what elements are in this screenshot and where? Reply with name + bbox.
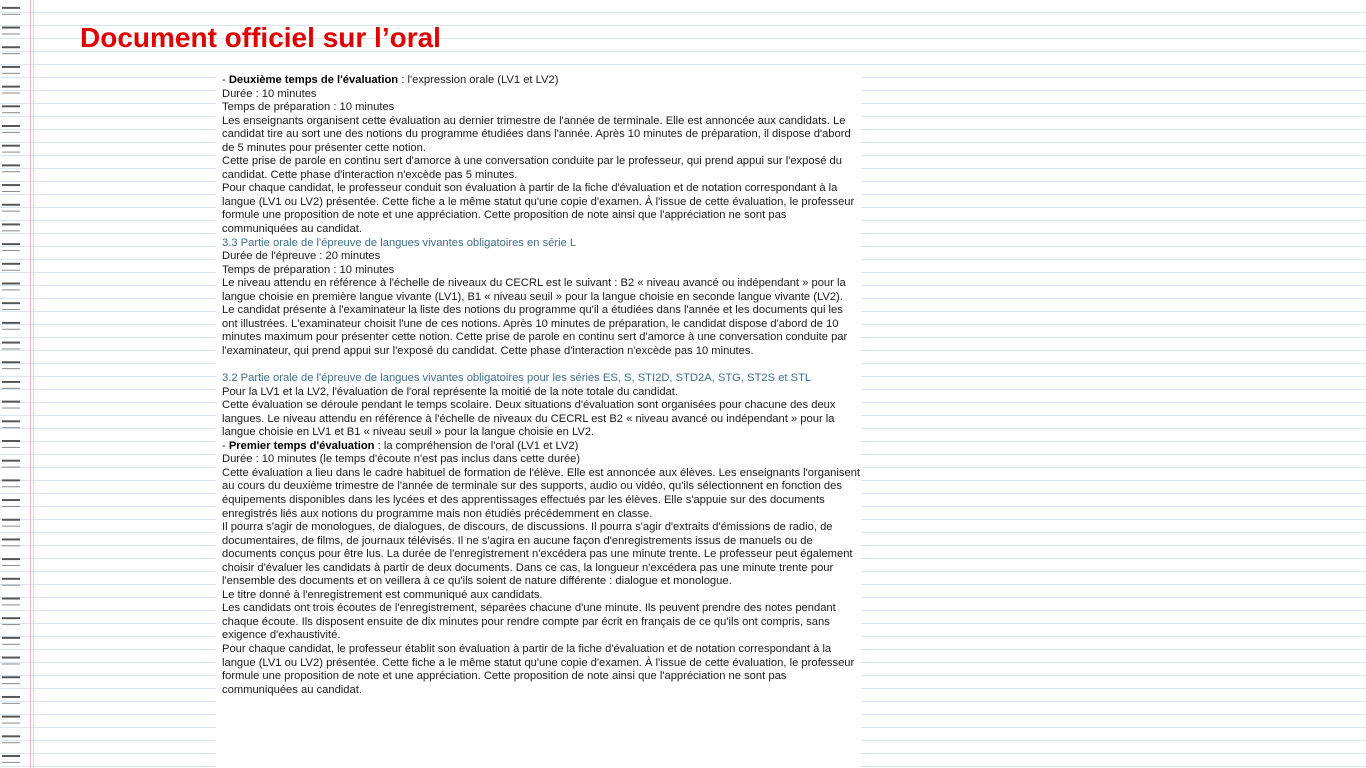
spacer <box>222 358 861 372</box>
paragraph-duration: Durée : 10 minutes (le temps d'écoute n'est pas inclus dans cette durée) <box>222 453 581 466</box>
paragraph-duration: Durée : 10 minutes <box>222 87 317 100</box>
paragraph-first-evaluation: - Premier temps d'évaluation : la compréhension de l'oral (LV1 et LV2) <box>222 439 579 452</box>
bold-label: Deuxième temps de l'évaluation <box>228 74 399 86</box>
paragraph-body: Pour chaque candidat, le professeur établit son évaluation à partir de la fiche d'évaluation et de notation correspondant à la langue (LV1 ou LV2) présentée. Cette fiche a le même statut qu'une copie d'examen. À l'issue de cette évaluation, le professeur formule une proposition de note et une appréciation. Cette proposition de note ainsi que l'appréciation ne sont pas communiquées au candidat. <box>222 642 855 696</box>
paragraph-body: Cette évaluation a lieu dans le cadre habituel de formation de l'élève. Elle est annoncée aux élèves. Les enseignants l'organisent au cours du deuxième trimestre de l'année de terminale sur des supports, audio ou vidéo, qu'ils sélectionnent en fonction des équipements disponibles dans les lycées et des apprentissages effectués par les élèves. Elle s'appuie sur des documents enregistrés liés aux notions du programme mais non étudiés précédemment en classe. <box>222 466 861 520</box>
section-heading-serie-l: 3.3 Partie orale de l'épreuve de langues vivantes obligatoires en série L <box>222 236 577 249</box>
notebook-margin-line <box>30 0 31 768</box>
document-excerpt <box>216 72 861 768</box>
bold-label: Premier temps d'évaluation <box>228 439 375 452</box>
paragraph-body: Cette évaluation se déroule pendant le temps scolaire. Deux situations d'évaluation sont organisées pour chacune des deux langues. Le niveau attendu en référence à l'échelle de niveaux du CECRL est B2 « niveau avancé ou indépendant » pour la langue choisie en LV1 et B1 « niveau seuil » pour la langue choisie en LV2. <box>222 399 836 439</box>
notebook-margin-line-inner <box>33 0 34 768</box>
paragraph-second-evaluation: - Deuxième temps de l'évaluation : l'expression orale (LV1 et LV2) <box>222 74 559 86</box>
paragraph-body: Le niveau attendu en référence à l'échelle de niveaux du CECRL est le suivant : B2 « niveau avancé ou indépendant » pour la langue choisie en première langue vivante (LV1), B1 « niveau seuil » pour la langue choisie en seconde langue vivante (LV2). <box>222 277 846 303</box>
paragraph-body: Les enseignants organisent cette évaluation au dernier trimestre de l'année de terminale. Elle est annoncée aux candidats. Le candidat tire au sort une des notions du programme étudiées dans l'année. Après 10 minutes de préparation, il dispose d'abord de 5 minutes pour présenter cette notion. <box>222 114 851 154</box>
section-heading-series-es-s: 3.2 Partie orale de l'épreuve de langues vivantes obligatoires pour les séries ES, S, STI2D, STD2A, STG, ST2S et STL <box>222 372 812 385</box>
paragraph-body: Il pourra s'agir de monologues, de dialogues, de discours, de discussions. Il pourra s'agir d'extraits d'émissions de radio, de documentaires, de films, de journaux télévisés. Il ne s'agira en aucune façon d'enregistrements issus de manuels ou de documents conçus pour être lus. La durée de l'enregistrement n'excédera pas une minute trente. Le professeur peut également choisir d'évaluer les candidats à partir de deux documents. Dans ce cas, la longueur n'excédera pas une minute trente pour l'ensemble des documents et on veillera à ce qu'ils soient de nature différente : dialogue et monologue. <box>222 521 853 588</box>
paragraph-preparation: Temps de préparation : 10 minutes <box>222 263 395 276</box>
paragraph-preparation: Temps de préparation : 10 minutes <box>222 101 395 114</box>
paragraph-body: Pour chaque candidat, le professeur conduit son évaluation à partir de la fiche d'évaluation et de notation correspondant à la langue (LV1 ou LV2) présentée. Cette fiche a le même statut qu'une copie d'examen. À l'issue de cette évaluation, le professeur formule une proposition de note et une appréciation. Cette proposition de note ainsi que l'appréciation ne sont pas communiquées au candidat. <box>222 182 855 236</box>
slide-title: Document officiel sur l’oral <box>80 22 441 53</box>
paragraph-body: Pour la LV1 et la LV2, l'évaluation de l'oral représente la moitié de la note totale du candidat. <box>222 385 678 398</box>
paragraph-body: Cette prise de parole en continu sert d'amorce à une conversation conduite par le professeur, qui prend appui sur l'exposé du candidat. Cette phase d'interaction n'excède pas 5 minutes. <box>222 155 842 181</box>
paragraph-duration: Durée de l'épreuve : 20 minutes <box>222 250 381 263</box>
paragraph-body: Le candidat présente à l'examinateur la liste des notions du programme qu'il a étudiées dans l'année et les documents qui les ont illustrées. L'examinateur choisit l'une de ces notions. Après 10 minutes de préparation, le candidat dispose d'abord de 10 minutes maximum pour présenter cette notion. Cette prise de parole en continu sert d'amorce à une conversation conduite par l'examinateur, qui prend appui sur l'exposé du candidat. Cette phase d'interaction n'excède pas 10 minutes. <box>222 304 848 357</box>
paragraph-body: Le titre donné à l'enregistrement est communiqué aux candidats. <box>222 588 543 601</box>
notebook-spiral-binding <box>0 0 28 768</box>
paragraph-body: Les candidats ont trois écoutes de l'enregistrement, séparées chacune d'une minute. Ils peuvent prendre des notes pendant chaque écoute. Ils disposent ensuite de dix minutes pour rendre compte par écrit en français de ce qu'ils ont compris, sans exigence d'exhaustivité. <box>222 602 836 642</box>
